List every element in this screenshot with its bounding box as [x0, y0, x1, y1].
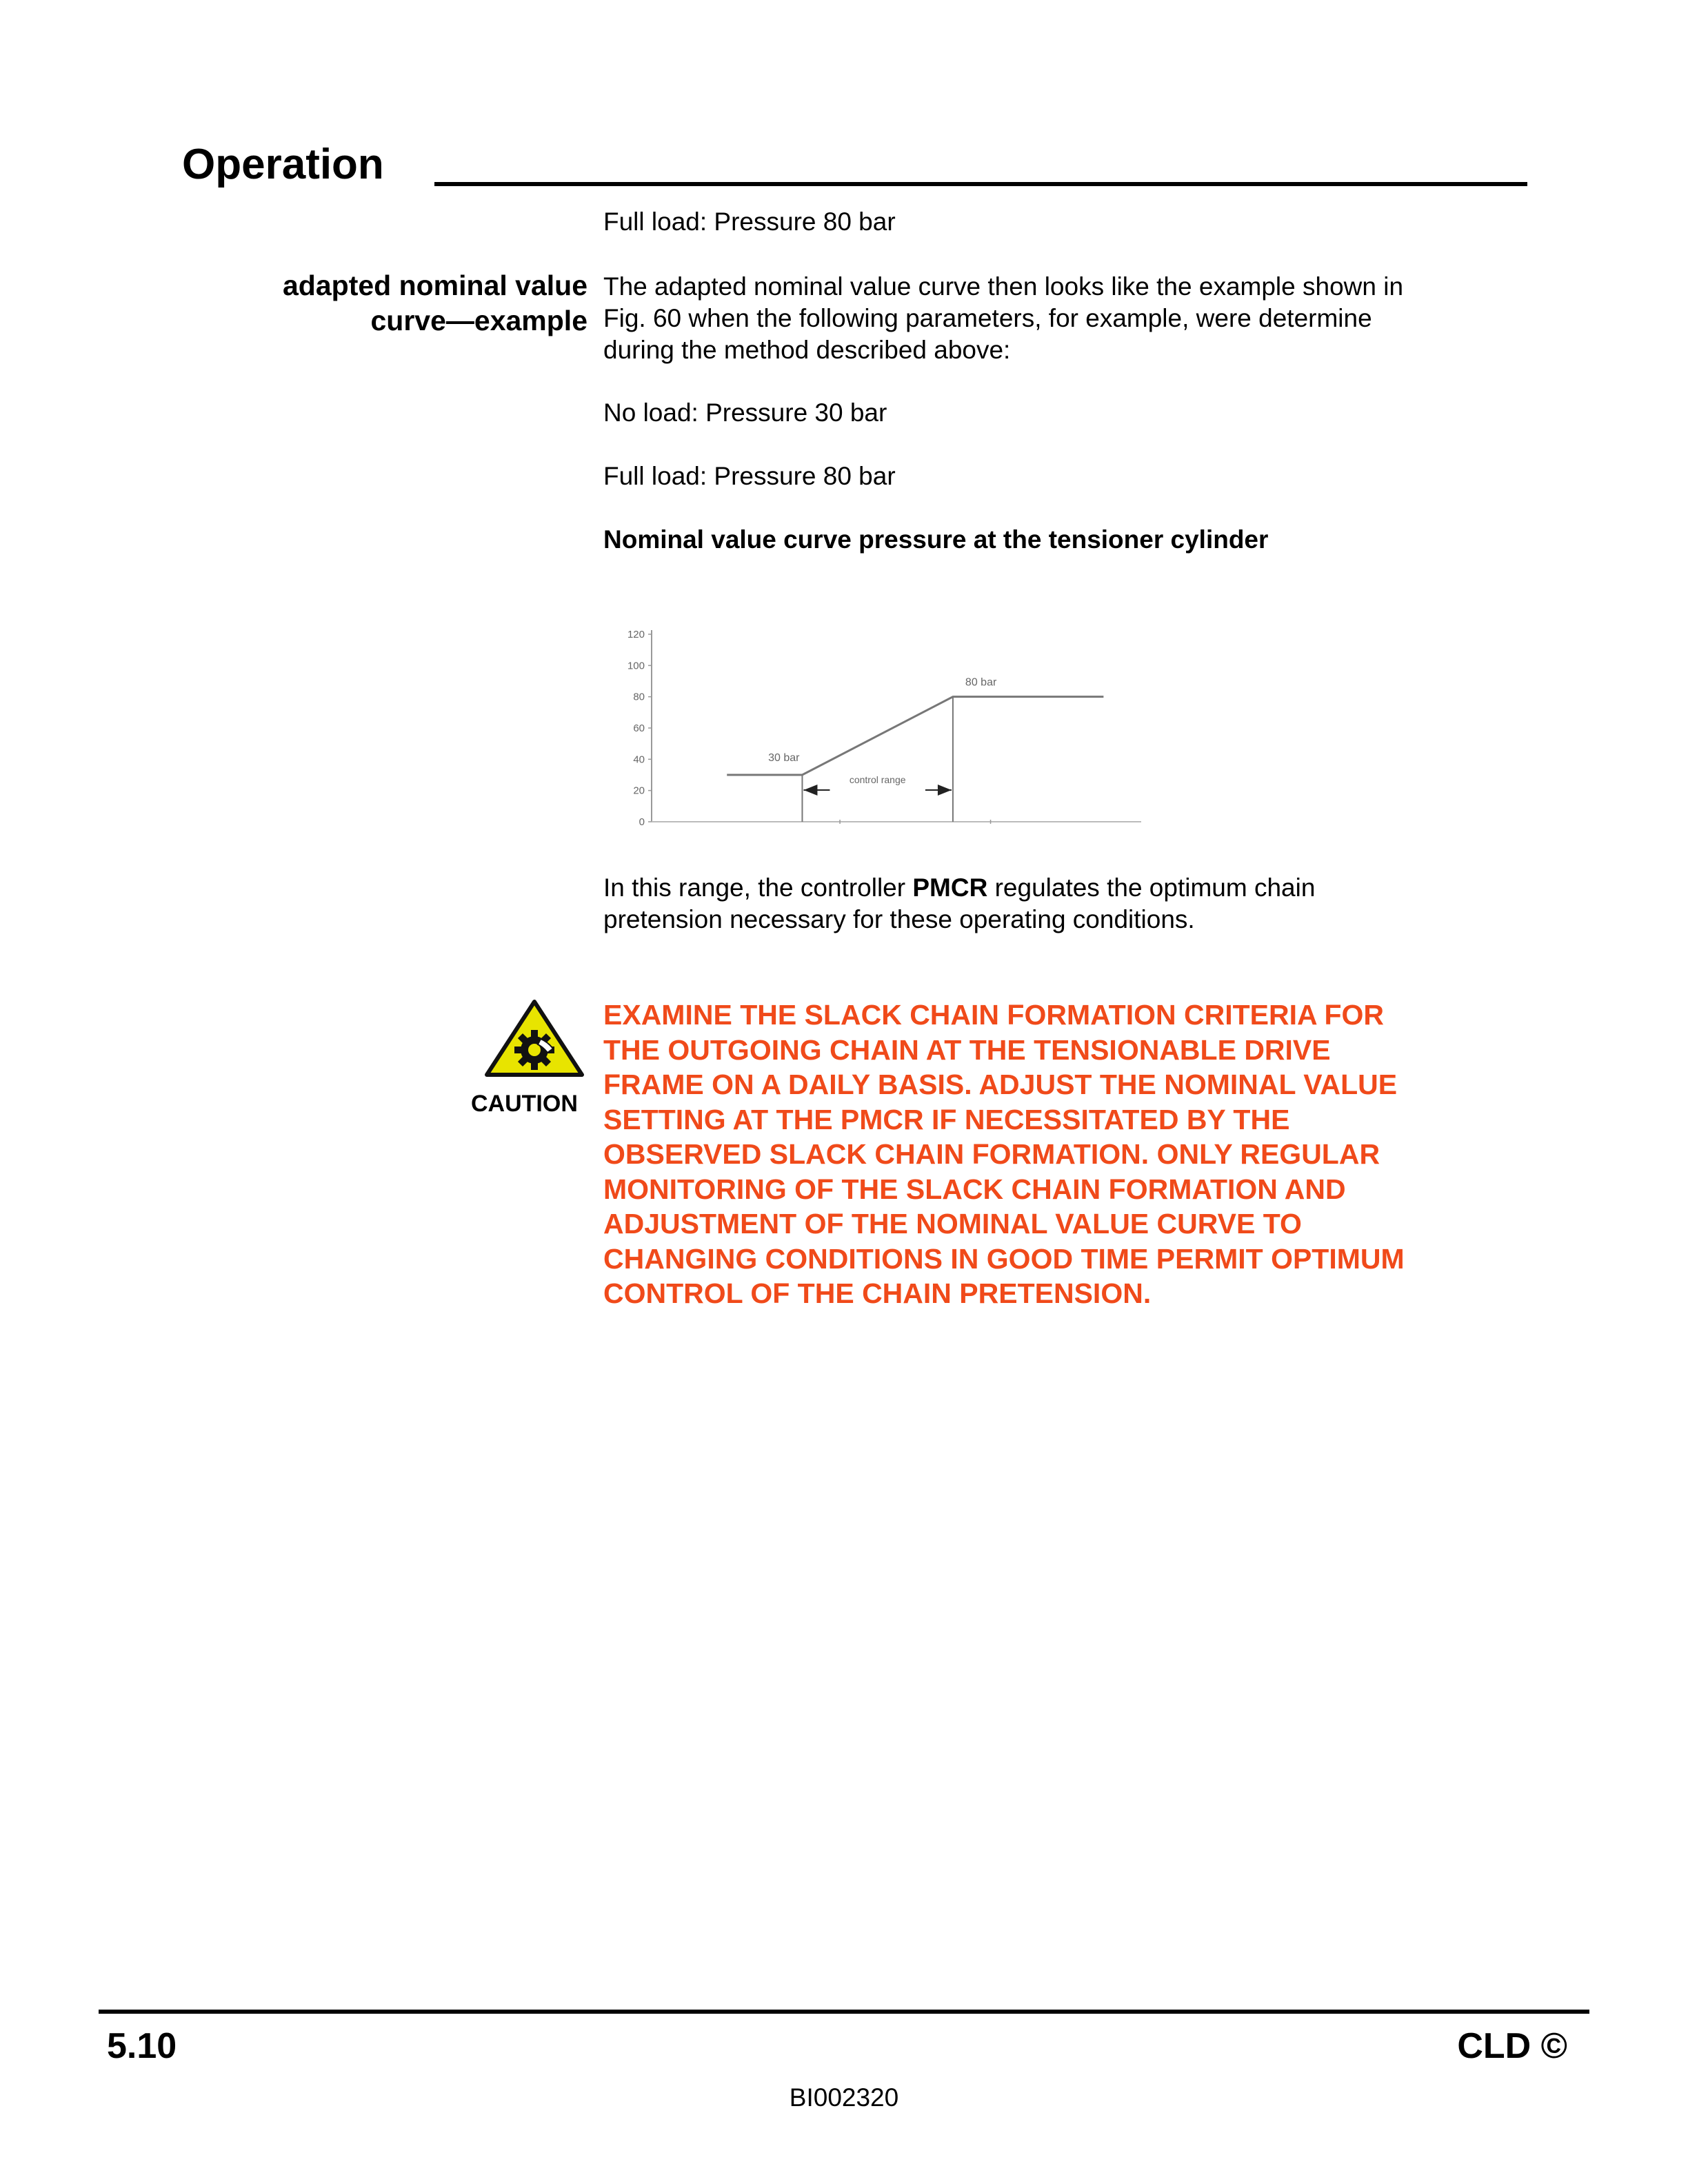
caution-text	[603, 998, 1500, 1311]
side-heading-line-1: adapted nominal value	[283, 270, 587, 301]
caution-line: CONTROL OF THE CHAIN PRETENSION.	[603, 1277, 1152, 1309]
nominal-value-chart	[600, 624, 1152, 845]
y-tick-label: 20	[633, 785, 645, 797]
y-tick-label: 120	[627, 629, 645, 640]
range-paragraph	[603, 872, 1315, 936]
y-tick-label: 100	[627, 660, 645, 672]
range-text-after: regulates the optimum chain	[987, 873, 1316, 902]
range-text-pmcr: PMCR	[912, 873, 988, 902]
caution-line: MONITORING OF THE SLACK CHAIN FORMATION AND	[603, 1173, 1346, 1205]
caution-line: ADJUSTMENT OF THE NOMINAL VALUE CURVE TO	[603, 1208, 1302, 1240]
intro-full-load: Full load: Pressure 80 bar	[603, 208, 896, 236]
side-heading-line-2: curve—example	[370, 305, 587, 336]
footer-rule	[99, 2010, 1589, 2014]
range-line-2: pretension necessary for these operating conditions.	[603, 905, 1195, 933]
paragraph-line-3: during the method described above:	[603, 336, 1011, 364]
chart-marks	[727, 677, 1103, 822]
y-tick-label: 80	[633, 691, 645, 703]
description-paragraph	[603, 271, 1403, 366]
paragraph-line-1: The adapted nominal value curve then looks like the example shown in	[603, 272, 1404, 301]
range-line-1	[603, 872, 1315, 904]
paragraph-line-2: Fig. 60 when the following parameters, for example, were determine	[603, 304, 1372, 332]
title-rule	[434, 182, 1527, 186]
document-id: BI002320	[789, 2083, 899, 2112]
caution-line: FRAME ON A DAILY BASIS. ADJUST THE NOMINAL VALUE	[603, 1069, 1398, 1100]
y-tick-label: 60	[633, 722, 645, 734]
caution-line: EXAMINE THE SLACK CHAIN FORMATION CRITERIA FOR	[603, 999, 1385, 1031]
section-title: Operation	[182, 141, 384, 188]
caution-line: SETTING AT THE PMCR IF NECESSITATED BY THE	[603, 1103, 1290, 1135]
range-arrow-left-head	[803, 785, 817, 796]
param-no-load: No load: Pressure 30 bar	[603, 398, 887, 427]
page-number: 5.10	[107, 2026, 177, 2066]
annotation-80-bar: 80 bar	[965, 676, 997, 689]
caution-line: CHANGING CONDITIONS IN GOOD TIME PERMIT OPTIMUM	[603, 1242, 1405, 1275]
annotation-30-bar: 30 bar	[768, 752, 800, 764]
param-full-load: Full load: Pressure 80 bar	[603, 462, 896, 490]
publisher-mark: CLD ©	[1457, 2026, 1567, 2066]
caution-gear-hand-icon	[483, 998, 586, 1080]
range-arrow-right-head	[938, 785, 952, 796]
y-tick-label: 40	[633, 754, 645, 766]
side-heading	[283, 268, 587, 338]
figure-caption: Nominal value curve pressure at the tensioner cylinder	[603, 525, 1269, 554]
range-text-before: In this range, the controller	[603, 873, 913, 902]
caution-line: THE OUTGOING CHAIN AT THE TENSIONABLE DRIVE	[603, 1033, 1331, 1066]
annotation-control-range: control range	[849, 774, 906, 785]
caution-line: OBSERVED SLACK CHAIN FORMATION. ONLY REGULAR	[603, 1138, 1380, 1170]
caution-label: CAUTION	[471, 1091, 578, 1117]
y-tick-label: 0	[639, 816, 645, 828]
y-axis	[627, 629, 1141, 828]
